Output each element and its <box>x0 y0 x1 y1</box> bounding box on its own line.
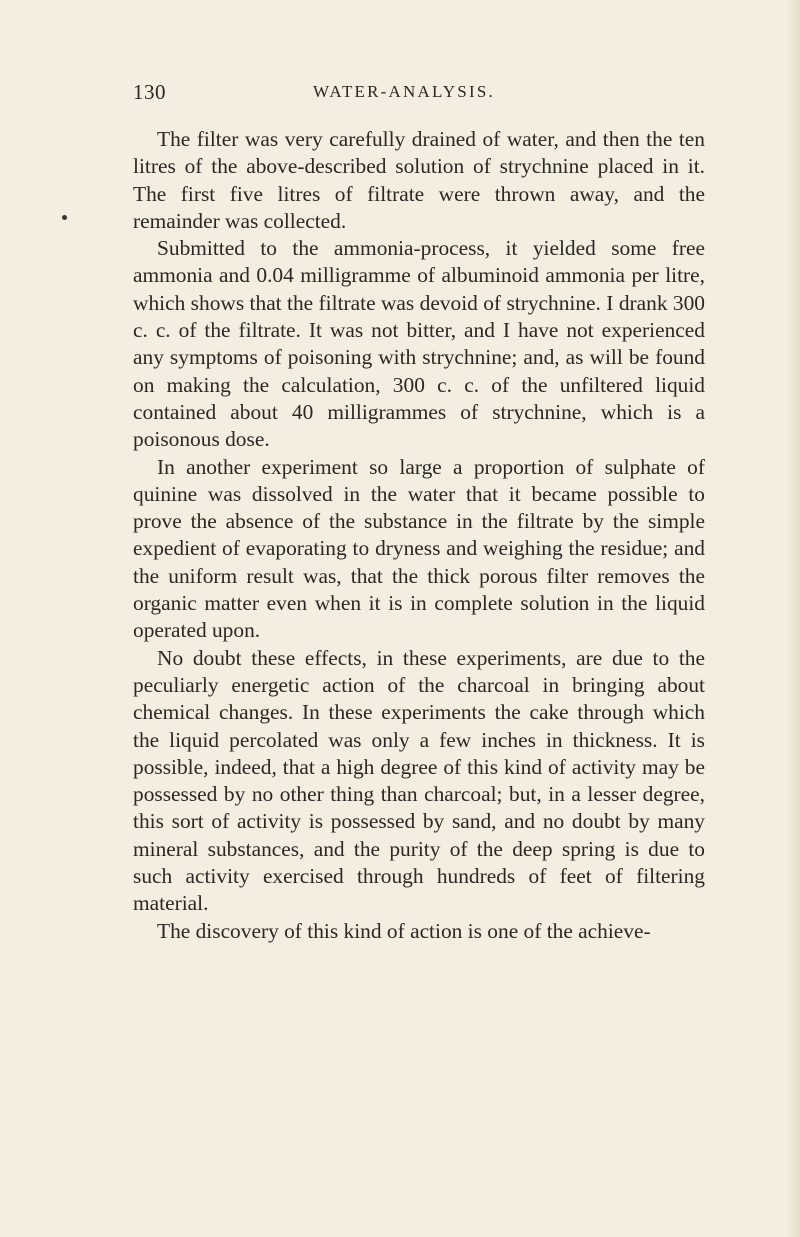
paragraph-2: Submitted to the ammonia-process, it yielded some free ammonia and 0.04 milligramme of albuminoid ammonia per litre, which shows that the filtrate was devoid of strychnine. I drank 300 c. c. of the filtrate. It was not bitter, and I have not experienced any symptoms of poisoning with strychnine; and, as will be found on making the calculation, 300 c. c. of the unfiltered liquid contained about 40 milligrammes of strychnine, which is a poisonous dose. <box>133 236 705 452</box>
running-head: WATER-ANALYSIS. <box>313 82 495 101</box>
paragraph-4: No doubt these effects, in these experiments, are due to the peculiarly energetic action of the charcoal in bringing about chemical changes. In these experiments the cake through which the liquid percolated was only a few inches in thickness. It is possible, indeed, that a high degree of this kind of activity may be possessed by no other thing than charcoal; but, in a lesser degree, this sort of activity is possessed by sand, and no doubt by many mineral substances, and the purity of the deep spring is due to such activity exercised through hundreds of feet of filtering material. <box>133 645 705 916</box>
margin-dot-mark <box>62 215 67 220</box>
body-text <box>133 126 705 945</box>
paragraph-3: In another experiment so large a proportion of sulphate of quinine was dissolved in the water that it became possible to prove the absence of the substance in the filtrate by the simple expedient of evaporating to dryness and weighing the residue; and the uniform result was, that the thick porous filter removes the organic matter even when it is in complete solution in the liquid operated upon. <box>133 454 705 643</box>
paragraph-5: The discovery of this kind of action is one of the achieve- <box>157 918 651 943</box>
page-number: 130 <box>133 80 166 104</box>
page-edge-shadow <box>786 0 800 1237</box>
page-header <box>133 80 673 110</box>
paragraph-1: The filter was very carefully drained of water, and then the ten litres of the above-described solution of strychnine placed in it. The first five litres of filtrate were thrown away, and the remainder was collected. <box>133 127 705 233</box>
